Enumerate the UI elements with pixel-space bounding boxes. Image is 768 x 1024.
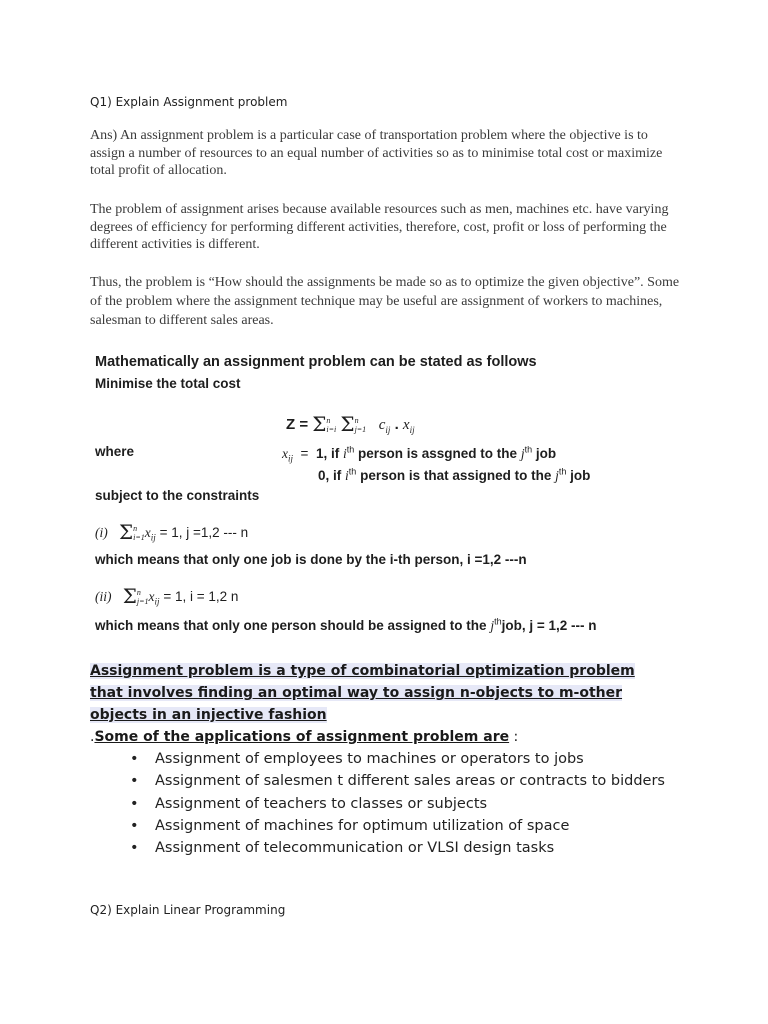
constraint-2-note: which means that only one person should be assigned to the $j^{th}job$, j = 1,2 --- n [95, 616, 597, 633]
where-label: where [95, 444, 135, 459]
list-item: • Assignment of employees to machines or operators to jobs [130, 751, 584, 767]
list-item: • Assignment of machines for optimum utilization of space [130, 817, 570, 834]
list-item: • Assignment of salesmen t different sales areas or contracts to bidders [130, 773, 665, 790]
answer-paragraph-1: Ans) An assignment problem is a particular case of transportation problem where the objective is to assign a number of resources to an equal number of activities so as to minimise total cost or maximize total profit of allocation. [90, 128, 663, 178]
list-item: • Assignment of teachers to classes or subjects [130, 795, 488, 812]
applications-title: .Some of the applications of assignment problem are : [90, 729, 519, 745]
answer-paragraph-2: The problem of assignment arises because available resources such as men, machines etc. have varying degrees of efficiency for performing different activities, therefore, cost, profit or loss of performing the different activities is different. [90, 202, 669, 252]
x-definition-zero: 0, if $i^{th}$ person is that assigned to the $j^{th}$ job [318, 466, 591, 483]
answer-paragraph-3: Thus, the problem is “How should the assignments be made so as to optimize the given objective”. Some of the problem where the assignment technique may be useful are assignment of workers to machines, salesman to different sales areas. [90, 275, 680, 328]
question-1-title: Q1) Explain Assignment problem [90, 95, 288, 109]
constraints-label: subject to the constraints [95, 488, 260, 503]
constraint-2: (ii) Σn $j=1x_{ij} = 1$, i = 1,2 n [95, 584, 239, 608]
constraint-1-note: which means that only one job is done by the i-th person, i =1,2 ---n [95, 552, 527, 567]
constraint-1: (i) Σn $i=1x_{ij} = 1$, j =1,2 --- n [95, 520, 249, 544]
list-item: • Assignment of telecommunication or VLSI design tasks [130, 840, 555, 857]
question-2-title: Q2) Explain Linear Programming [90, 903, 286, 917]
applications-list [112, 748, 665, 859]
objective-function: Z = Σn i=i Σn j=1 $c_{ij}$ . $x_{ij}$ [286, 412, 415, 436]
x-definition: $x_{ij} = 1$, if $i^{th}$ person is assgned to the $j^{th}$ job [282, 444, 557, 464]
math-subheading: Minimise the total cost [95, 376, 241, 391]
definition-highlight: Assignment problem is a type of combinatorial optimization problem that involves finding an optimal way to assign n-objects to m-other objects in an injective fashion [90, 663, 635, 723]
math-heading: Mathematically an assignment problem can be stated as follows [95, 354, 537, 370]
